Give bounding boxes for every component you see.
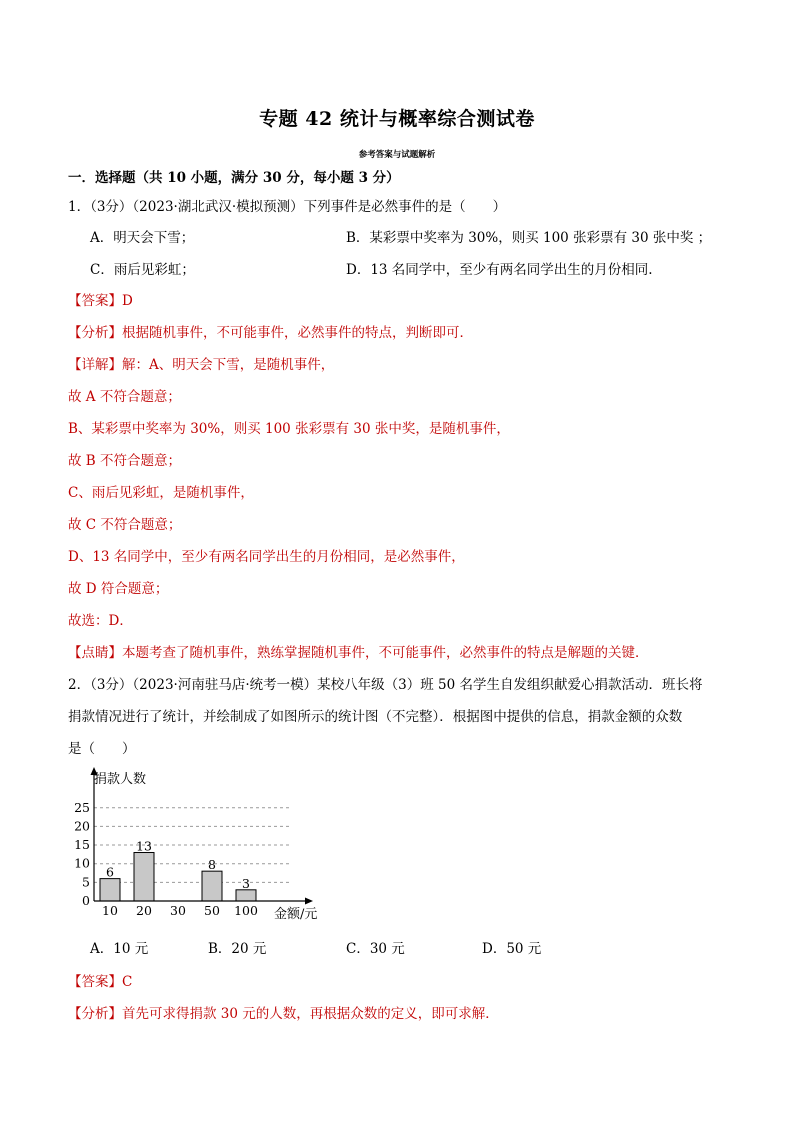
q2-stem-line: 是（ ） xyxy=(68,741,136,757)
y-tick-label: 25 xyxy=(74,799,90,815)
answer-label: 【答案】 xyxy=(68,293,122,309)
y-tick-label: 20 xyxy=(74,818,90,834)
x-tick-label: 30 xyxy=(170,903,186,918)
answer-label: 【答案】 xyxy=(68,974,122,990)
x-tick-label: 100 xyxy=(234,903,258,918)
detail-line: D、13 名同学中，至少有两名同学出生的月份相同，是必然事件， xyxy=(68,549,465,565)
bar-value-label: 13 xyxy=(136,838,152,854)
q2-analysis xyxy=(68,1004,499,1024)
analysis-label: 【分析】 xyxy=(68,325,122,341)
q1-option-d: D．13 名同学中，至少有两名同学出生的月份相同. xyxy=(346,262,653,278)
detail-line: B、某彩票中奖率为 30%，则买 100 张彩票有 30 张中奖，是随机事件， xyxy=(68,421,510,437)
x-axis-arrow xyxy=(305,898,313,905)
answer-value: C xyxy=(122,974,133,990)
answer-value: D xyxy=(122,293,133,309)
q1-detail xyxy=(68,355,334,375)
q2-option-b: B．20 元 xyxy=(208,941,267,957)
page-subtitle: 参考答案与试题解析 xyxy=(358,150,436,160)
detail-line: 故 A 不符合题意； xyxy=(68,389,181,405)
bar xyxy=(100,879,120,901)
q1-answer xyxy=(68,291,133,311)
q2-stem-line: 2．（3分）（2023·河南驻马店·统考一模）某校八年级（3）班 50 名学生自发组织献爱心捐款活动．班长将 xyxy=(68,677,703,693)
detail-line: 故 C 不符合题意； xyxy=(68,517,182,533)
comment-label: 【点睛】 xyxy=(68,645,122,661)
bar-value-label: 6 xyxy=(106,864,114,880)
y-tick-label: 10 xyxy=(74,855,90,871)
bar xyxy=(202,871,222,901)
detail-label: 【详解】 xyxy=(68,357,122,373)
y-tick-label: 0 xyxy=(82,893,90,908)
x-tick-label: 20 xyxy=(136,903,152,918)
x-tick-label: 10 xyxy=(102,903,118,918)
bar xyxy=(236,890,256,901)
q2-option-a: A．10 元 xyxy=(90,941,149,957)
q1-option-a: A．明天会下雪； xyxy=(90,230,195,246)
bar-value-label: 3 xyxy=(242,875,250,891)
detail-line: 故 D 符合题意； xyxy=(68,581,169,597)
q1-analysis xyxy=(68,323,473,343)
section-heading: 一．选择题（共 10 小题，满分 30 分，每小题 3 分） xyxy=(68,170,400,186)
y-tick-label: 15 xyxy=(74,837,90,853)
x-tick-label: 50 xyxy=(204,903,220,918)
q2-stem-line: 捐款情况进行了统计，并绘制成了如图所示的统计图（不完整）．根据图中提供的信息，捐款金额的众数 xyxy=(68,709,683,725)
q1-option-c: C．雨后见彩虹； xyxy=(90,262,195,278)
chart-grid xyxy=(94,808,289,883)
x-axis-label: 金额/元 xyxy=(274,907,318,922)
q1-stem: 1．（3分）（2023·湖北武汉·模拟预测）下列事件是必然事件的是（ ） xyxy=(68,199,507,215)
detail-line: 故选：D． xyxy=(68,613,133,629)
y-axis-label: 捐款人数 xyxy=(94,772,147,787)
q2-option-c: C．30 元 xyxy=(346,941,405,957)
y-tick-label: 5 xyxy=(82,874,90,890)
page-title: 专题 42 统计与概率综合测试卷 xyxy=(259,108,535,130)
detail-line: 解：A、明天会下雪，是随机事件， xyxy=(122,357,335,373)
chart-bars xyxy=(100,839,256,901)
analysis-label: 【分析】 xyxy=(68,1006,122,1022)
bar-chart xyxy=(60,765,340,925)
analysis-text: 根据随机事件，不可能事件，必然事件的特点，判断即可． xyxy=(122,325,473,341)
detail-line: 故 B 不符合题意； xyxy=(68,453,182,469)
bar xyxy=(134,853,154,901)
q2-option-d: D．50 元 xyxy=(482,941,542,957)
q2-answer xyxy=(68,972,132,992)
bar-value-label: 8 xyxy=(208,857,216,873)
detail-line: C、雨后见彩虹，是随机事件， xyxy=(68,485,254,501)
q1-option-b: B．某彩票中奖率为 30%，则买 100 张彩票有 30 张中奖 ； xyxy=(346,230,712,246)
q1-comment xyxy=(68,643,649,663)
comment-text: 本题考查了随机事件，熟练掌握随机事件，不可能事件，必然事件的特点是解题的关键． xyxy=(122,645,649,661)
analysis-text: 首先可求得捐款 30 元的人数，再根据众数的定义，即可求解． xyxy=(122,1006,499,1022)
